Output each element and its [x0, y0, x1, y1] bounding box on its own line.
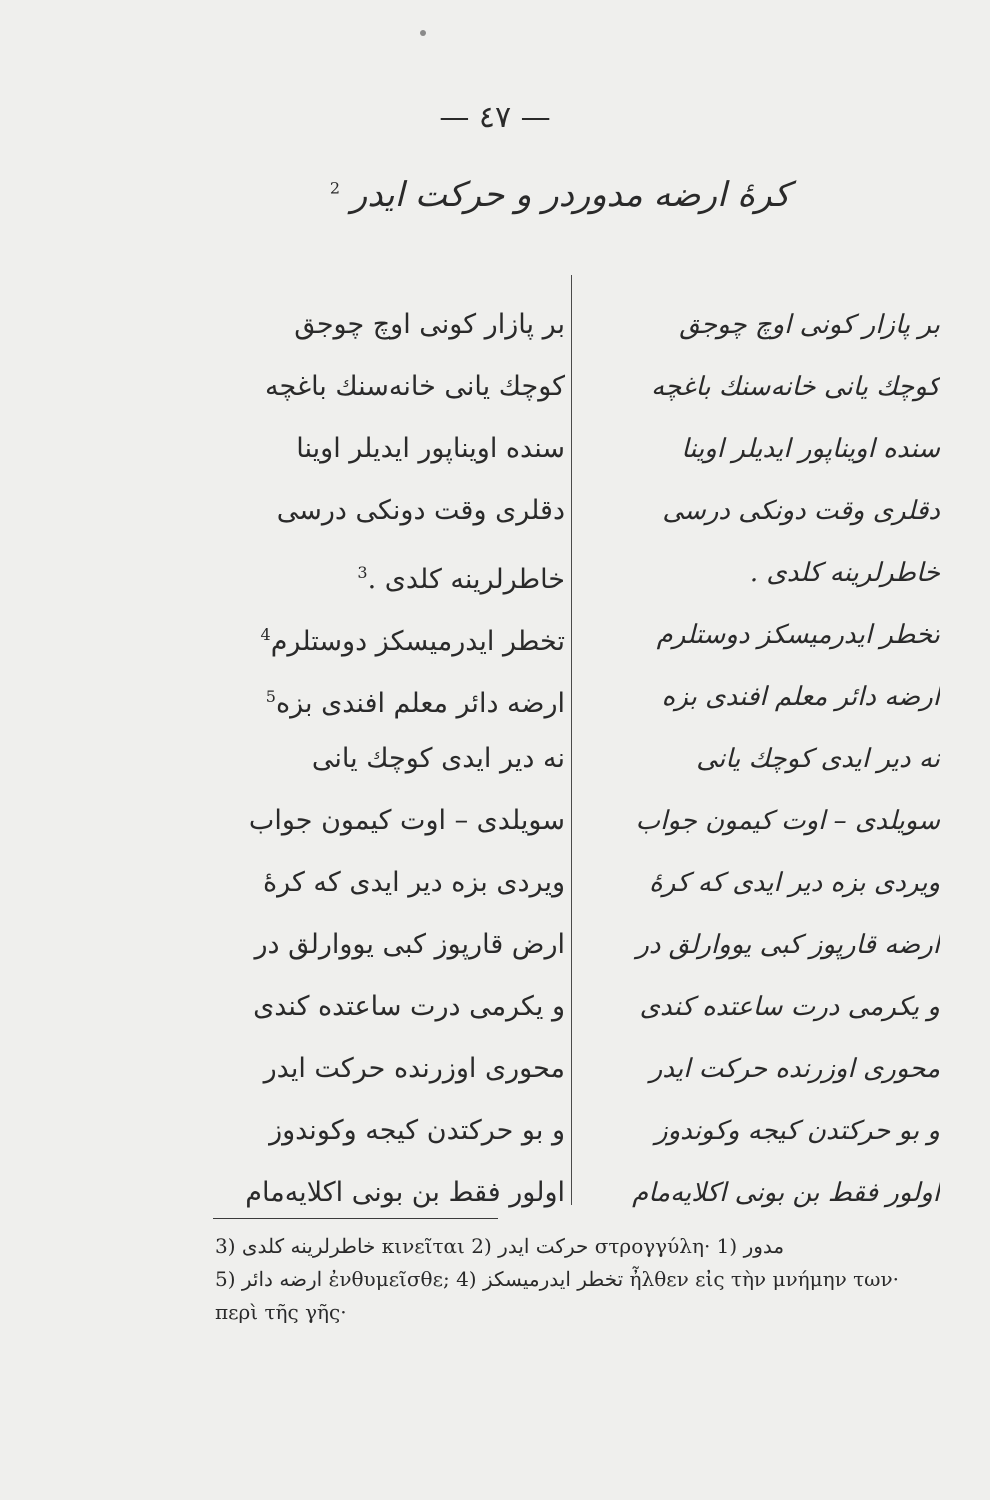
ink-speck [420, 30, 426, 36]
text-line [205, 734, 565, 796]
handwritten-line: نه دير ايدى كوچك يانى [696, 744, 940, 774]
line-text: بر پازار كونى اوچ چوجق [294, 309, 565, 340]
page-title [320, 175, 800, 215]
title-note-mark: 2 [329, 178, 341, 198]
text-line [205, 982, 565, 1044]
handwritten-line: بر پازار كونى اوچ چوجق [679, 310, 940, 340]
line-text: ارضه دائر معلم افندى بزه [275, 688, 565, 719]
line-text: ارض قارپوز كبى يووارلق در [254, 929, 565, 960]
line-text: محورى اوزرنده حركت ايدر [263, 1053, 565, 1084]
footnote-mark: 4 [260, 625, 271, 644]
text-line [205, 1106, 565, 1168]
footnote-line: περὶ τῆς γῆς· [215, 1300, 347, 1324]
line-text: سويلدى – اوت كيمون جواب [248, 805, 565, 836]
line-text: دقلرى وقت دونكى درسى [276, 495, 565, 526]
text-line [205, 486, 565, 548]
text-line [205, 1044, 565, 1106]
handwritten-line: ارضه دائر معلم افندى بزه [661, 682, 940, 712]
handwritten-line: و بو حركتدن كيجه وكوندوز [655, 1116, 940, 1146]
column-divider [571, 275, 572, 1205]
handwritten-line: اولور فقط بن بونى اكلايه‌مام [632, 1178, 940, 1208]
printed-text-column [205, 300, 565, 1230]
line-text: كوچك يانى خانه‌سنك باغچه‌ [265, 371, 565, 402]
text-line [205, 362, 565, 424]
text-line [205, 610, 565, 672]
handwritten-line: ارضه قارپوز كبى يووارلق در [636, 930, 940, 960]
text-line [205, 548, 565, 610]
line-text: تخطر ايدرميسكز دوستلرم [270, 626, 565, 657]
text-line [205, 672, 565, 734]
text-line [205, 858, 565, 920]
line-text: اولور فقط بن بونى اكلايه‌مام [245, 1177, 565, 1208]
line-text: و بو حركتدن كيجه وكوندوز [269, 1115, 565, 1146]
line-text: خاطرلرينه كلدى . [367, 564, 565, 595]
handwritten-line: ويردى بزه دير ايدى كه كرهٔ [649, 868, 940, 898]
line-text: نه دير ايدى كوچك يانى [311, 743, 565, 774]
title-text: كرهٔ ارضه مدوردر و حركت ايدر [350, 175, 791, 215]
footnote-line: خاطرلرينه كلدى (3 κινεῖται حركت ايدر (2 στρογγύλη· مدور (1 [215, 1234, 785, 1258]
text-line [205, 796, 565, 858]
text-line [205, 300, 565, 362]
line-text: سنده اويناپور ايديلر اوينا‌ [296, 433, 565, 464]
handwritten-line: خاطرلرينه كلدى . [749, 558, 940, 588]
text-line [205, 1168, 565, 1230]
line-text: ويردى بزه دير ايدى كه كرهٔ [262, 867, 565, 898]
page-number: — ٤٧ — [439, 100, 551, 135]
footnote-mark: 5 [265, 687, 276, 706]
handwritten-line: سنده اويناپور ايديلر اوينا‌ [681, 434, 940, 464]
footnote-line: ارضه دائر (5 ἐνθυμεῖσθε; تخطر ايدرميسكز (4 ἦλθεν εἰς τὴν μνήμην των· [215, 1267, 899, 1291]
handwritten-line: و يكرمى درت ساعتده كندى [639, 992, 940, 1022]
handwritten-text-column [595, 300, 940, 1230]
footnote-mark: 3 [357, 563, 368, 582]
line-text: و يكرمى درت ساعتده كندى [253, 991, 565, 1022]
handwritten-line: تخطر ايدرميسكز دوستلرم [656, 620, 940, 650]
footnotes [215, 1230, 945, 1329]
text-line [205, 920, 565, 982]
footnote-rule [213, 1218, 498, 1219]
handwritten-line: محورى اوزرنده حركت ايدر [649, 1054, 940, 1084]
handwritten-line: دقلرى وقت دونكى درسى [662, 496, 940, 526]
handwritten-line: كوچك يانى خانه‌سنك باغچه‌ [651, 372, 940, 402]
handwritten-line: سويلدى – اوت كيمون جواب [635, 806, 940, 836]
text-line [205, 424, 565, 486]
